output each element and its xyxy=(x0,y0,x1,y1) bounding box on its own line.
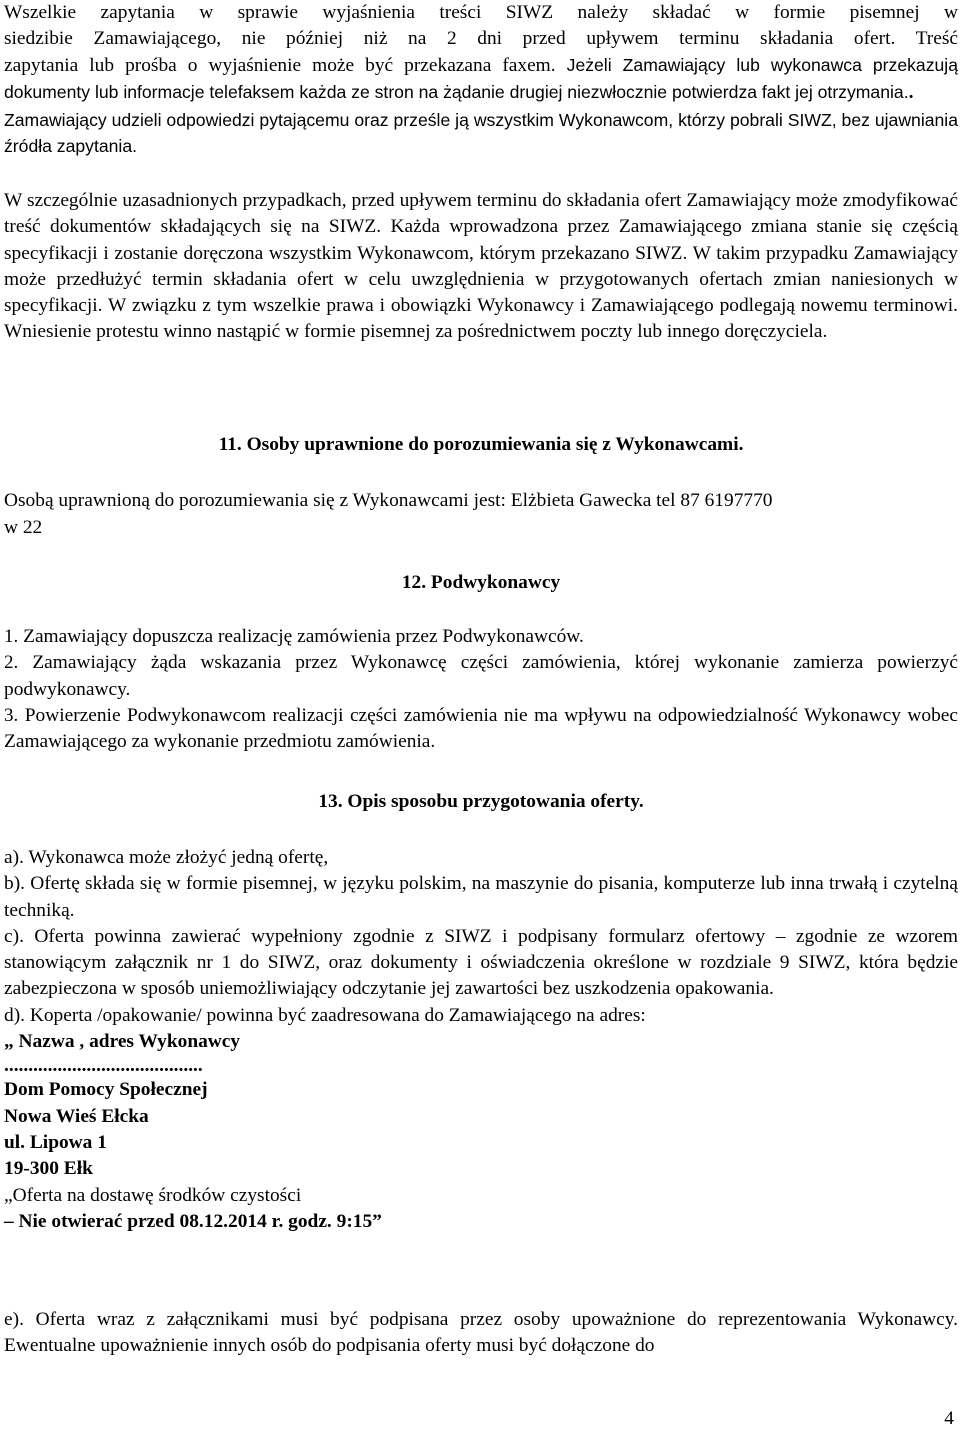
envelope-subject: „Oferta na dostawę środków czystości xyxy=(4,1184,302,1206)
item-letter: b). xyxy=(4,873,26,895)
fax-paragraph xyxy=(4,52,958,159)
intro-paragraph xyxy=(4,0,958,53)
item-number: 2. xyxy=(4,652,19,674)
envelope-recipient: Dom Pomocy Społecznej xyxy=(4,1079,208,1101)
item-text: Powierzenie Podwykonawcom realizacji części zamówienia nie ma wpływu na odpowiedzialność Wykonawcy wobec Zamawiającego za wykonanie przedmiotu zamówienia. xyxy=(4,704,958,753)
offer-item-e xyxy=(4,1307,958,1360)
envelope-warning: – Nie otwierać przed 08.12.2014 r. godz. 9:15” xyxy=(4,1210,382,1232)
item-number: 1. xyxy=(4,626,19,647)
answer-paragraph: Zamawiający udzieli odpowiedzi pytającemu oraz prześle ją wszystkim Wykonawcom, którzy pobrali SIWZ, bez ujawniania źródła zapytania. xyxy=(4,109,958,156)
telefax-end-dot: . xyxy=(908,82,914,104)
envelope-town: Nowa Wieś Ełcka xyxy=(4,1105,149,1127)
envelope-postcode: 19-300 Ełk xyxy=(4,1158,93,1180)
offer-item-b xyxy=(4,871,958,924)
item-text: Wykonawca może złożyć jedną ofertę, xyxy=(23,847,329,868)
item-text: Koperta /opakowanie/ powinna być zaadresowana do Zamawiającego na adres: xyxy=(25,1004,646,1026)
envelope-dots: ......................................... xyxy=(4,1055,203,1077)
subcontractor-item-2 xyxy=(4,650,958,703)
envelope-street: ul. Lipowa 1 xyxy=(4,1131,107,1153)
item-letter: d). xyxy=(4,1004,26,1026)
subcontractor-item-1 xyxy=(4,624,958,650)
section-13-list xyxy=(4,845,958,1235)
item-text: Oferta wraz z załącznikami musi być podpisana przez osoby upoważnione do reprezentowania Wykonawcy. Ewentualne upoważnienie innych osób do podpisania oferty musi być dołączone do xyxy=(4,1309,958,1357)
subcontractor-item-3 xyxy=(4,703,958,756)
item-letter: e). xyxy=(4,1309,24,1330)
envelope-address-block xyxy=(4,1029,958,1235)
section-12-title: 12. Podwykonawcy xyxy=(401,572,561,593)
intro-line-2: siedzibie Zamawiającego, nie później niż na 2 dni przed upływem terminu składania ofert. Treść xyxy=(4,28,958,50)
item-number: 3. xyxy=(4,704,19,726)
fax-text-wrap xyxy=(4,52,958,107)
intro-line-1: Wszelkie zapytania w sprawie wyjaśnienia treści SIWZ należy składać w formie pisemnej w xyxy=(4,2,958,23)
envelope-sender: „ Nazwa , adres Wykonawcy xyxy=(4,1031,241,1053)
page-number: 4 xyxy=(944,1408,954,1429)
item-text: Zamawiający dopuszcza realizację zamówienia przez Podwykonawców. xyxy=(18,626,584,647)
section-11-contact-line-2: w 22 xyxy=(4,517,43,538)
section-11-contact-line-1: Osobą uprawnioną do porozumiewania się z Wykonawcami jest: Elżbieta Gawecka tel 87 6197770 xyxy=(4,490,773,511)
offer-item-d xyxy=(4,1003,958,1029)
item-letter: c). xyxy=(4,925,24,947)
offer-item-c xyxy=(4,924,958,1003)
section-12-list xyxy=(4,624,958,755)
item-text: Ofertę składa się w formie pisemnej, w języku polskim, na maszynie do pisania, komputerze lub inna trwałą i czytelną techniką. xyxy=(4,873,958,921)
item-text: Zamawiający żąda wskazania przez Wykonawcę części zamówienia, której wykonanie zamierza powierzyć podwykonawcy. xyxy=(4,652,958,700)
section-13-title: 13. Opis sposobu przygotowania oferty. xyxy=(318,791,644,812)
section-11-title: 11. Osoby uprawnione do porozumiewania się z Wykonawcami. xyxy=(218,434,744,455)
modification-paragraph: W szczególnie uzasadnionych przypadkach, przed upływem terminu do składania ofert Zamawiający może zmodyfikować treść dokumentów składających się na SIWZ. Każda wprowadzona przez Zamawiającego zmiana stanie się częścią specyfikacji i zostanie doręczona wszystkim Wykonawcom, którym przekazano SIWZ. W takim przypadku Zamawiający może przedłużyć termin składania ofert w celu uwzględnienia w przygotowanych ofertach zmian naniesionych w specyfikacji. W związku z tym wszelkie prawa i obowiązki Wykonawcy i Zamawiającego podlegają nowemu terminowi. Wniesienie protestu winno nastąpić w formie pisemnej za pośrednictwem poczty lub innego doręczyciela. xyxy=(4,190,958,343)
fax-sentence: zapytania lub prośba o wyjaśnienie może być przekazana faxem. xyxy=(4,55,556,76)
item-text: Oferta powinna zawierać wypełniony zgodnie z SIWZ i podpisany formularz ofertowy – zgodnie ze wzorem stanowiącym załącznik nr 1 do SIWZ, oraz dokumenty i oświadczenia określone w rozdziale 9 SIWZ, która będzie zabezpieczona w sposób uniemożliwiający odczytanie jej zawartości bez uszkodzenia opakowania. xyxy=(4,925,958,1000)
item-letter: a). xyxy=(4,847,24,868)
telefax-sentence: Jeżeli Zamawiający lub wykonawca przekazują dokumenty lub informacje telefaksem każda ze stron na żądanie drugiej niezwłocznie potwierdza fakt jej otrzymania. xyxy=(4,55,958,103)
offer-item-a xyxy=(4,845,958,871)
